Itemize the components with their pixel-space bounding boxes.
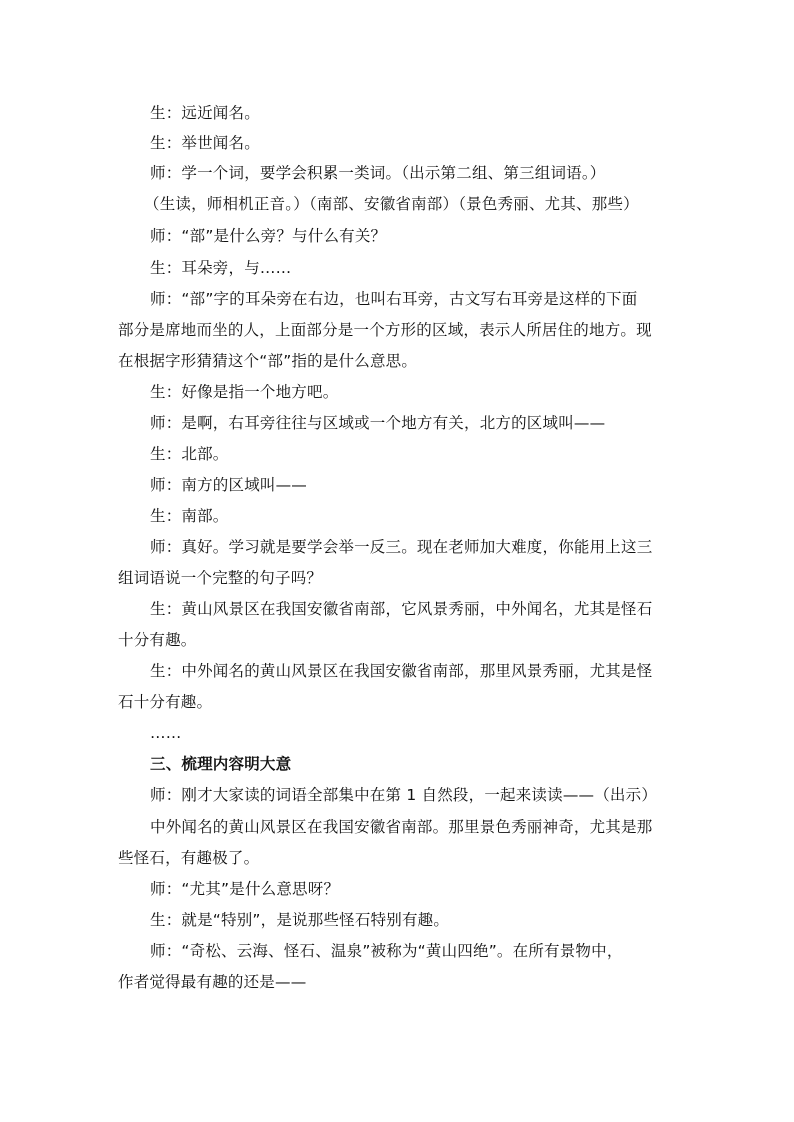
text-line: 作者觉得最有趣的还是—— — [118, 973, 307, 991]
text-line: 中外闻名的黄山风景区在我国安徽省南部。那里景色秀丽神奇，尤其是那 — [150, 818, 653, 836]
text-line: 些怪石，有趣极了。 — [118, 849, 260, 867]
text-line: …… — [150, 724, 182, 742]
text-line: 师：是啊，右耳旁往往与区域或一个地方有关，北方的区域叫—— — [150, 414, 606, 432]
text-line: 生：黄山风景区在我国安徽省南部，它风景秀丽，中外闻名，尤其是怪石 — [150, 600, 653, 618]
text-line: 师：刚才大家读的词语全部集中在第 1 自然段，一起来读读——（出示） — [150, 786, 658, 804]
text-line: 组词语说一个完整的句子吗？ — [118, 569, 323, 587]
text-line: 生：耳朵旁，与…… — [150, 259, 292, 277]
section-heading: 三、梳理内容明大意 — [150, 755, 292, 773]
text-line: 生：就是“特别”，是说那些怪石特别有趣。 — [150, 911, 450, 929]
text-line: 生：举世闻名。 — [150, 134, 260, 152]
text-line: 师：“尤其”是什么意思呀？ — [150, 880, 340, 898]
text-line: 师：学一个词，要学会积累一类词。（出示第二组、第三组词语。） — [150, 164, 606, 182]
text-line: 师：南方的区域叫—— — [150, 476, 308, 494]
text-line: 师：“部”是什么旁？与什么有关？ — [150, 227, 387, 245]
text-line: 生：中外闻名的黄山风景区在我国安徽省南部，那里风景秀丽，尤其是怪 — [150, 662, 653, 680]
text-line: 生：远近闻名。 — [150, 104, 260, 122]
text-line: 生：北部。 — [150, 445, 229, 463]
text-line: 师：真好。学习就是要学会举一反三。现在老师加大难度，你能用上这三 — [150, 538, 653, 556]
text-line: 生：南部。 — [150, 507, 229, 525]
text-line: （生读，师相机正音。）（南部、安徽省南部）（景色秀丽、尤其、那些） — [144, 195, 639, 213]
text-line: 师：“奇松、云海、怪石、温泉”被称为“黄山四绝”。在所有景物中， — [150, 942, 623, 960]
text-line: 在根据字形猜猜这个“部”指的是什么意思。 — [118, 352, 418, 370]
text-line: 部分是席地而坐的人，上面部分是一个方形的区域，表示人所居住的地方。现 — [118, 321, 652, 339]
text-line: 石十分有趣。 — [118, 693, 213, 711]
text-line: 师：“部”字的耳朵旁在右边，也叫右耳旁，古文写右耳旁是这样的下面 — [150, 290, 638, 308]
text-line: 生：好像是指一个地方吧。 — [150, 383, 339, 401]
text-line: 十分有趣。 — [118, 631, 197, 649]
